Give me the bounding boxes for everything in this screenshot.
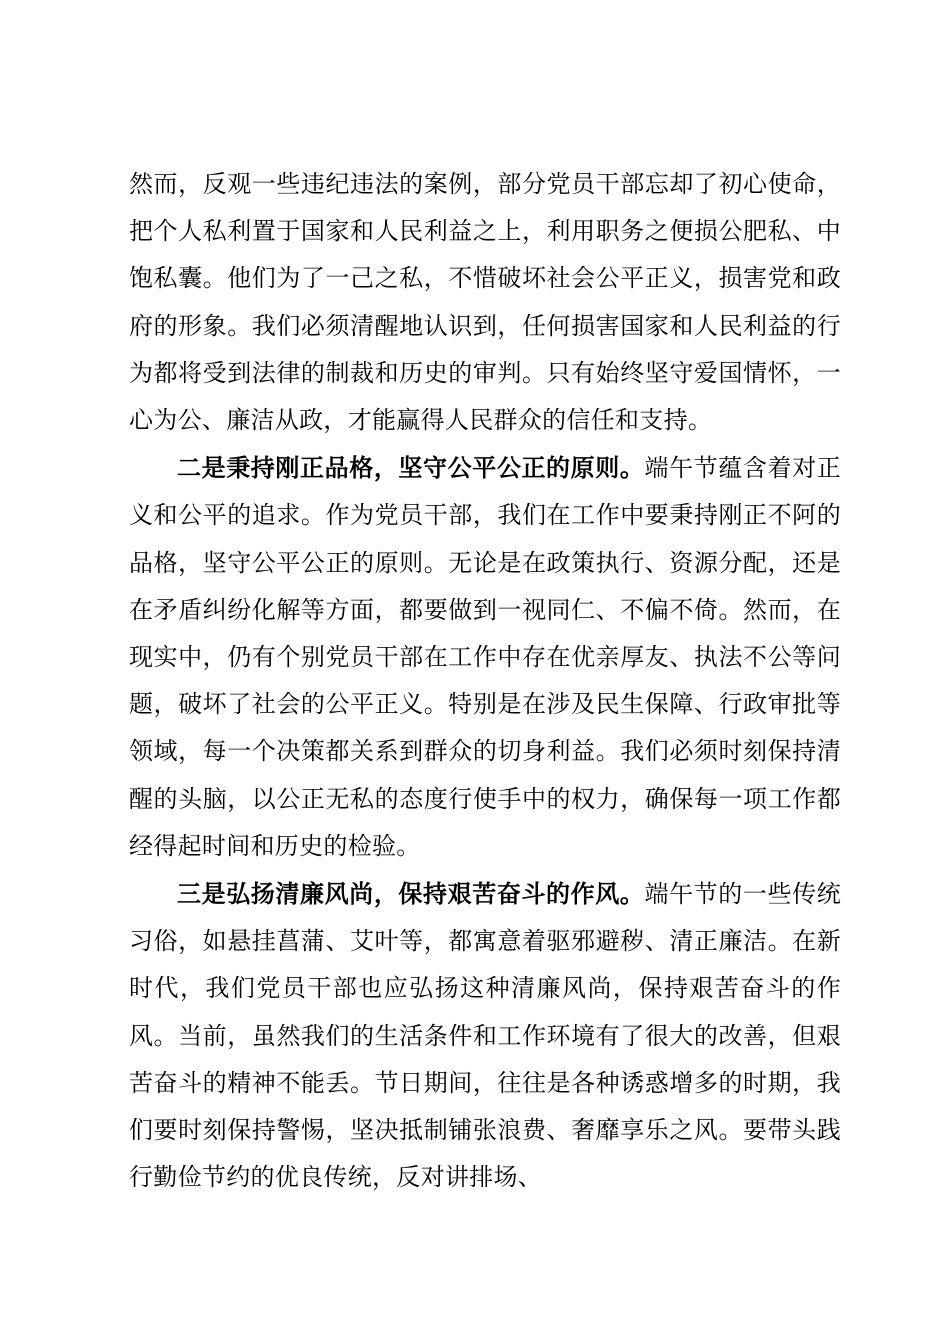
paragraph-heading: 二是秉持刚正品格，坚守公平公正的原则。 bbox=[177, 453, 645, 483]
paragraph-continued bbox=[129, 161, 841, 444]
paragraph-heading: 三是弘扬清廉风尚，保持艰苦奋斗的作风。 bbox=[177, 879, 645, 909]
document-body bbox=[129, 161, 841, 1201]
paragraph-point-two bbox=[129, 444, 841, 870]
paragraph-text: 端午节的一些传统习俗，如悬挂菖蒲、艾叶等，都寓意着驱邪避秽、清正廉洁。在新时代，我们党员干部也应弘扬这种清廉风尚，保持艰苦奋斗的作风。当前，虽然我们的生活条件和工作环境有了很大的改善，但艰苦奋斗的精神不能丢。节日期间，往往是各种诱惑增多的时期，我们要时刻保持警惕，坚决抵制铺张浪费、奢靡享乐之风。要带头践行勤俭节约的优良传统，反对讲排场、 bbox=[129, 880, 841, 1192]
paragraph-text: 然而，反观一些违纪违法的案例，部分党员干部忘却了初心使命，把个人私利置于国家和人民利益之上，利用职务之便损公肥私、中饱私囊。他们为了一己之私，不惜破坏社会公平正义，损害党和政府的形象。我们必须清醒地认识到，任何损害国家和人民利益的行为都将受到法律的制裁和历史的审判。只有始终坚守爱国情怀，一心为公、廉洁从政，才能赢得人民群众的信任和支持。 bbox=[129, 170, 841, 435]
paragraph-text: 端午节蕴含着对正义和公平的追求。作为党员干部，我们在工作中要秉持刚正不阿的品格，坚守公平公正的原则。无论是在政策执行、资源分配，还是在矛盾纠纷化解等方面，都要做到一视同仁、不偏不倚。然而，在现实中，仍有个别党员干部在工作中存在优亲厚友、执法不公等问题，破坏了社会的公平正义。特别是在涉及民生保障、行政审批等领域，每一个决策都关系到群众的切身利益。我们必须时刻保持清醒的头脑，以公正无私的态度行使手中的权力，确保每一项工作都经得起时间和历史的检验。 bbox=[129, 454, 841, 860]
paragraph-point-three bbox=[129, 870, 841, 1201]
